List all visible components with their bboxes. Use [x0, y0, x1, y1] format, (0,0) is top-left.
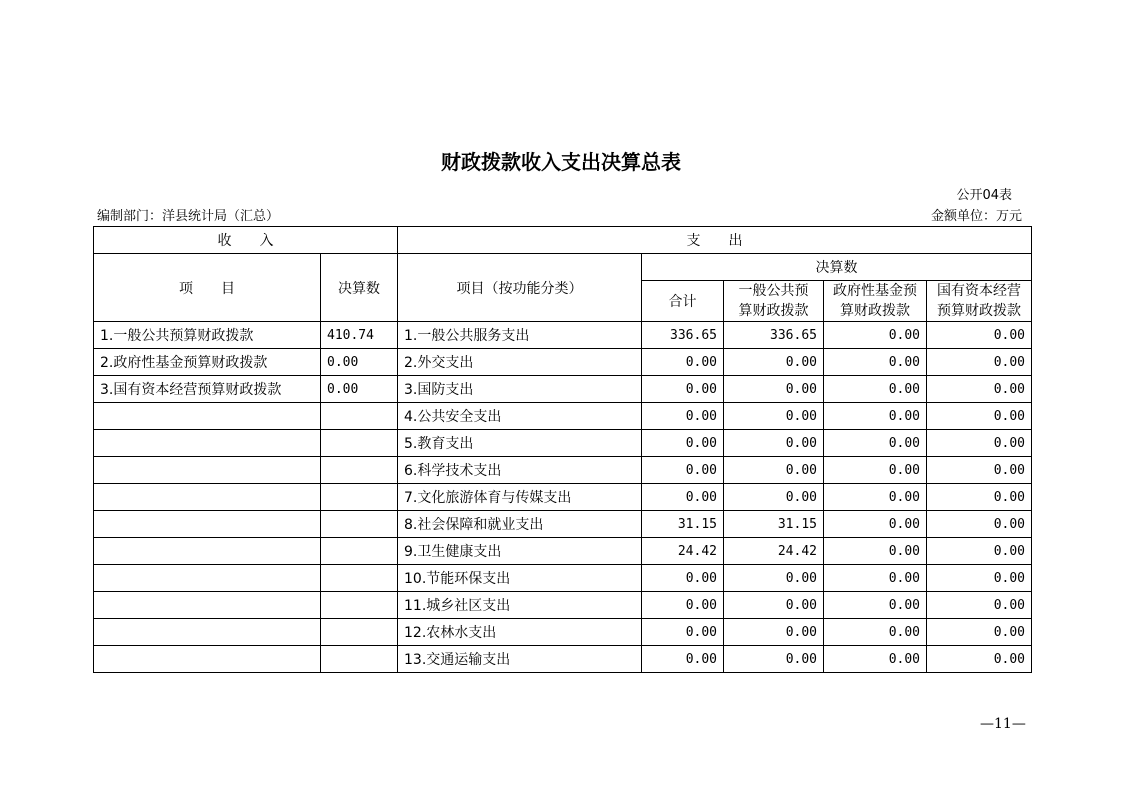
income-amount-cell: 0.00 [321, 349, 398, 376]
department-label: 编制部门：洋县统计局（汇总） [97, 209, 280, 224]
income-amount-cell [321, 646, 398, 673]
state-cell: 0.00 [927, 484, 1032, 511]
fund-cell: 0.00 [824, 376, 927, 403]
page-number: —11— [980, 716, 1026, 732]
income-amount-cell [321, 538, 398, 565]
income-amount-cell [321, 484, 398, 511]
fund-cell: 0.00 [824, 619, 927, 646]
budget-table [93, 226, 1032, 673]
general-cell: 0.00 [724, 565, 824, 592]
state-cell: 0.00 [927, 430, 1032, 457]
state-header-line1: 国有资本经营 [937, 283, 1021, 299]
table-row [94, 457, 1032, 484]
state-cell: 0.00 [927, 538, 1032, 565]
general-cell: 0.00 [724, 484, 824, 511]
expense-item-cell: 8.社会保障和就业支出 [398, 511, 642, 538]
fund-cell: 0.00 [824, 484, 927, 511]
fund-cell: 0.00 [824, 322, 927, 349]
expense-item-cell: 2.外交支出 [398, 349, 642, 376]
state-cell: 0.00 [927, 565, 1032, 592]
expense-item-cell: 3.国防支出 [398, 376, 642, 403]
page-title: 财政拨款收入支出决算总表 [441, 150, 681, 174]
income-amount-cell: 0.00 [321, 376, 398, 403]
table-row [94, 322, 1032, 349]
income-item-cell [94, 646, 321, 673]
amount-header: 决算数 [321, 254, 398, 322]
fund-cell: 0.00 [824, 511, 927, 538]
state-cell: 0.00 [927, 592, 1032, 619]
general-cell: 0.00 [724, 349, 824, 376]
expense-item-cell: 10.节能环保支出 [398, 565, 642, 592]
item-header: 项 目 [94, 254, 321, 322]
func-item-header: 项目（按功能分类） [398, 254, 642, 322]
income-item-cell: 2.政府性基金预算财政拨款 [94, 349, 321, 376]
state-cell: 0.00 [927, 619, 1032, 646]
income-amount-cell [321, 619, 398, 646]
table-row [94, 511, 1032, 538]
fund-cell: 0.00 [824, 592, 927, 619]
state-cell: 0.00 [927, 403, 1032, 430]
general-cell: 0.00 [724, 619, 824, 646]
income-amount-cell [321, 457, 398, 484]
general-header-line2: 算财政拨款 [738, 303, 809, 319]
state-cell: 0.00 [927, 457, 1032, 484]
fund-cell: 0.00 [824, 565, 927, 592]
fund-cell: 0.00 [824, 430, 927, 457]
general-cell: 336.65 [724, 322, 824, 349]
total-cell: 0.00 [642, 619, 724, 646]
table-row [94, 430, 1032, 457]
income-item-cell [94, 538, 321, 565]
total-cell: 0.00 [642, 646, 724, 673]
fund-cell: 0.00 [824, 349, 927, 376]
table-row [94, 376, 1032, 403]
income-header: 收 入 [94, 227, 398, 254]
final-header: 决算数 [642, 254, 1032, 281]
state-header-line2: 预算财政拨款 [937, 303, 1021, 319]
expense-item-cell: 5.教育支出 [398, 430, 642, 457]
income-amount-cell [321, 565, 398, 592]
state-cell: 0.00 [927, 646, 1032, 673]
expense-item-cell: 7.文化旅游体育与传媒支出 [398, 484, 642, 511]
income-item-cell [94, 511, 321, 538]
income-item-cell: 3.国有资本经营预算财政拨款 [94, 376, 321, 403]
income-item-cell [94, 430, 321, 457]
header-row-1 [94, 227, 1032, 254]
header-row-2 [94, 254, 1032, 281]
income-item-cell [94, 484, 321, 511]
total-header: 合计 [642, 281, 724, 322]
general-cell: 0.00 [724, 376, 824, 403]
general-cell: 0.00 [724, 646, 824, 673]
income-item-cell [94, 592, 321, 619]
income-item-cell [94, 457, 321, 484]
fund-cell: 0.00 [824, 457, 927, 484]
total-cell: 0.00 [642, 430, 724, 457]
income-item-cell: 1.一般公共预算财政拨款 [94, 322, 321, 349]
expense-item-cell: 1.一般公共服务支出 [398, 322, 642, 349]
income-item-cell [94, 565, 321, 592]
form-number: 公开04表 [956, 188, 1012, 203]
total-cell: 31.15 [642, 511, 724, 538]
general-cell: 24.42 [724, 538, 824, 565]
fund-header [824, 281, 927, 322]
fund-cell: 0.00 [824, 403, 927, 430]
income-amount-cell [321, 430, 398, 457]
table-row [94, 592, 1032, 619]
total-cell: 24.42 [642, 538, 724, 565]
income-amount-cell: 410.74 [321, 322, 398, 349]
table-row [94, 538, 1032, 565]
total-cell: 0.00 [642, 403, 724, 430]
fund-cell: 0.00 [824, 646, 927, 673]
general-cell: 0.00 [724, 592, 824, 619]
income-amount-cell [321, 403, 398, 430]
income-item-cell [94, 403, 321, 430]
expense-item-cell: 11.城乡社区支出 [398, 592, 642, 619]
table-row [94, 619, 1032, 646]
state-header [927, 281, 1032, 322]
state-cell: 0.00 [927, 322, 1032, 349]
income-item-cell [94, 619, 321, 646]
total-cell: 336.65 [642, 322, 724, 349]
state-cell: 0.00 [927, 376, 1032, 403]
table-row [94, 646, 1032, 673]
state-cell: 0.00 [927, 349, 1032, 376]
expense-item-cell: 6.科学技术支出 [398, 457, 642, 484]
general-header [724, 281, 824, 322]
fund-header-line2: 算财政拨款 [840, 303, 910, 319]
income-amount-cell [321, 592, 398, 619]
total-cell: 0.00 [642, 484, 724, 511]
total-cell: 0.00 [642, 376, 724, 403]
state-cell: 0.00 [927, 511, 1032, 538]
general-cell: 0.00 [724, 430, 824, 457]
table-row [94, 565, 1032, 592]
general-cell: 31.15 [724, 511, 824, 538]
expense-item-cell: 9.卫生健康支出 [398, 538, 642, 565]
fund-header-line1: 政府性基金预 [833, 283, 917, 299]
table-row [94, 484, 1032, 511]
expense-header: 支 出 [398, 227, 1032, 254]
table-row [94, 403, 1032, 430]
unit-label: 金额单位：万元 [930, 209, 1022, 224]
total-cell: 0.00 [642, 565, 724, 592]
income-amount-cell [321, 511, 398, 538]
general-header-line1: 一般公共预 [738, 283, 809, 299]
fund-cell: 0.00 [824, 538, 927, 565]
general-cell: 0.00 [724, 403, 824, 430]
table-row [94, 349, 1032, 376]
expense-item-cell: 4.公共安全支出 [398, 403, 642, 430]
expense-item-cell: 12.农林水支出 [398, 619, 642, 646]
total-cell: 0.00 [642, 349, 724, 376]
general-cell: 0.00 [724, 457, 824, 484]
expense-item-cell: 13.交通运输支出 [398, 646, 642, 673]
total-cell: 0.00 [642, 592, 724, 619]
total-cell: 0.00 [642, 457, 724, 484]
